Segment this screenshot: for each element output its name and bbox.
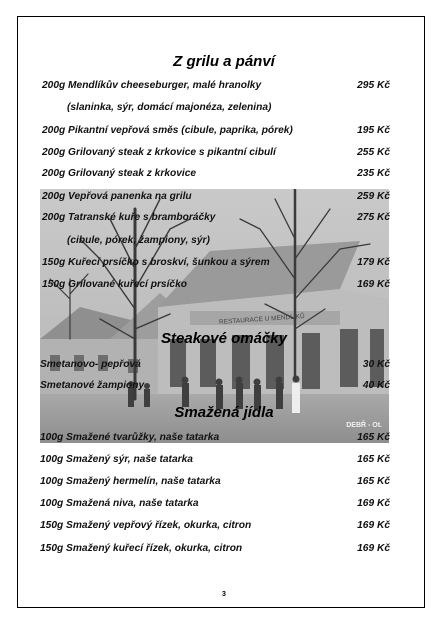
item-name: 200g Pikantní vepřová směs (cibule, paprika, pórek): [42, 125, 293, 136]
menu-item: [0, 147, 448, 163]
item-price: 235 Kč: [357, 168, 390, 179]
item-price: 169 Kč: [357, 543, 390, 554]
item-name: 100g Smažené tvarůžky, naše tatarka: [40, 432, 220, 443]
item-note: (slaninka, sýr, domácí majonéza, zelenina): [67, 102, 272, 113]
item-name: Smetanové žampiony: [40, 380, 145, 391]
item-price: 165 Kč: [357, 432, 390, 443]
item-price: 169 Kč: [357, 498, 390, 509]
menu-item: [0, 168, 448, 184]
menu-item: [0, 80, 448, 96]
item-price: 275 Kč: [357, 212, 390, 223]
item-price: 195 Kč: [357, 125, 390, 136]
item-name: 150g Kuřecí prsíčko s broskví, šunkou a sýrem: [42, 257, 270, 268]
item-name: 200g Grilovaný steak z krkovice: [42, 168, 197, 179]
section-title-grill: Z grilu a pánví: [173, 53, 275, 70]
item-price: 255 Kč: [357, 147, 390, 158]
item-name: Smetanovo- pepřová: [40, 359, 141, 370]
item-name: 150g Smažený vepřový řízek, okurka, citron: [40, 520, 252, 531]
item-price: 165 Kč: [357, 476, 390, 487]
item-price: 40 Kč: [362, 380, 390, 391]
item-name: 200g Tatranské kuře s bramboráčky: [42, 212, 216, 223]
menu-item: [0, 476, 448, 492]
item-price: 179 Kč: [357, 257, 390, 268]
item-name: 200g Grilovaný steak z krkovice s pikantní cibulí: [42, 147, 276, 158]
item-price: 295 Kč: [357, 80, 390, 91]
menu-item: [0, 257, 448, 273]
menu-item: [0, 212, 448, 228]
item-name: 200g Vepřová panenka na grilu: [42, 191, 192, 202]
page-number: 3: [222, 591, 226, 598]
menu-item: [0, 520, 448, 536]
menu-item: [0, 359, 448, 375]
section-title-fried: Smažená jídla: [174, 404, 274, 421]
item-name: 150g Grilované kuřecí prsíčko: [42, 279, 187, 290]
menu-item: [0, 380, 448, 396]
item-note: (cibule, pórek, žampiony, sýr): [67, 235, 210, 246]
menu-item: [0, 279, 448, 295]
menu-item: [0, 125, 448, 141]
menu-item-note: [0, 102, 448, 118]
item-price: 169 Kč: [357, 279, 390, 290]
photo-caption: DEBŘ - Ot.: [346, 422, 382, 429]
item-price: 259 Kč: [357, 191, 390, 202]
item-name: 200g Mendlíkův cheeseburger, malé hranolky: [42, 80, 262, 91]
section-title-sauces: Steakové omáčky: [161, 330, 287, 347]
building-sign: RESTAURACE U MENDLÍKŮ: [218, 313, 305, 326]
item-name: 100g Smažená niva, naše tatarka: [40, 498, 199, 509]
item-price: 165 Kč: [357, 454, 390, 465]
menu-item: [0, 191, 448, 207]
item-name: 150g Smažený kuřecí řízek, okurka, citron: [40, 543, 243, 554]
menu-item: [0, 432, 448, 448]
menu-item: [0, 543, 448, 559]
item-name: 100g Smažený sýr, naše tatarka: [40, 454, 193, 465]
item-price: 169 Kč: [357, 520, 390, 531]
item-name: 100g Smažený hermelín, naše tatarka: [40, 476, 221, 487]
item-price: 30 Kč: [362, 359, 390, 370]
menu-item: [0, 454, 448, 470]
menu-item-note: [0, 235, 448, 251]
menu-item: [0, 498, 448, 514]
